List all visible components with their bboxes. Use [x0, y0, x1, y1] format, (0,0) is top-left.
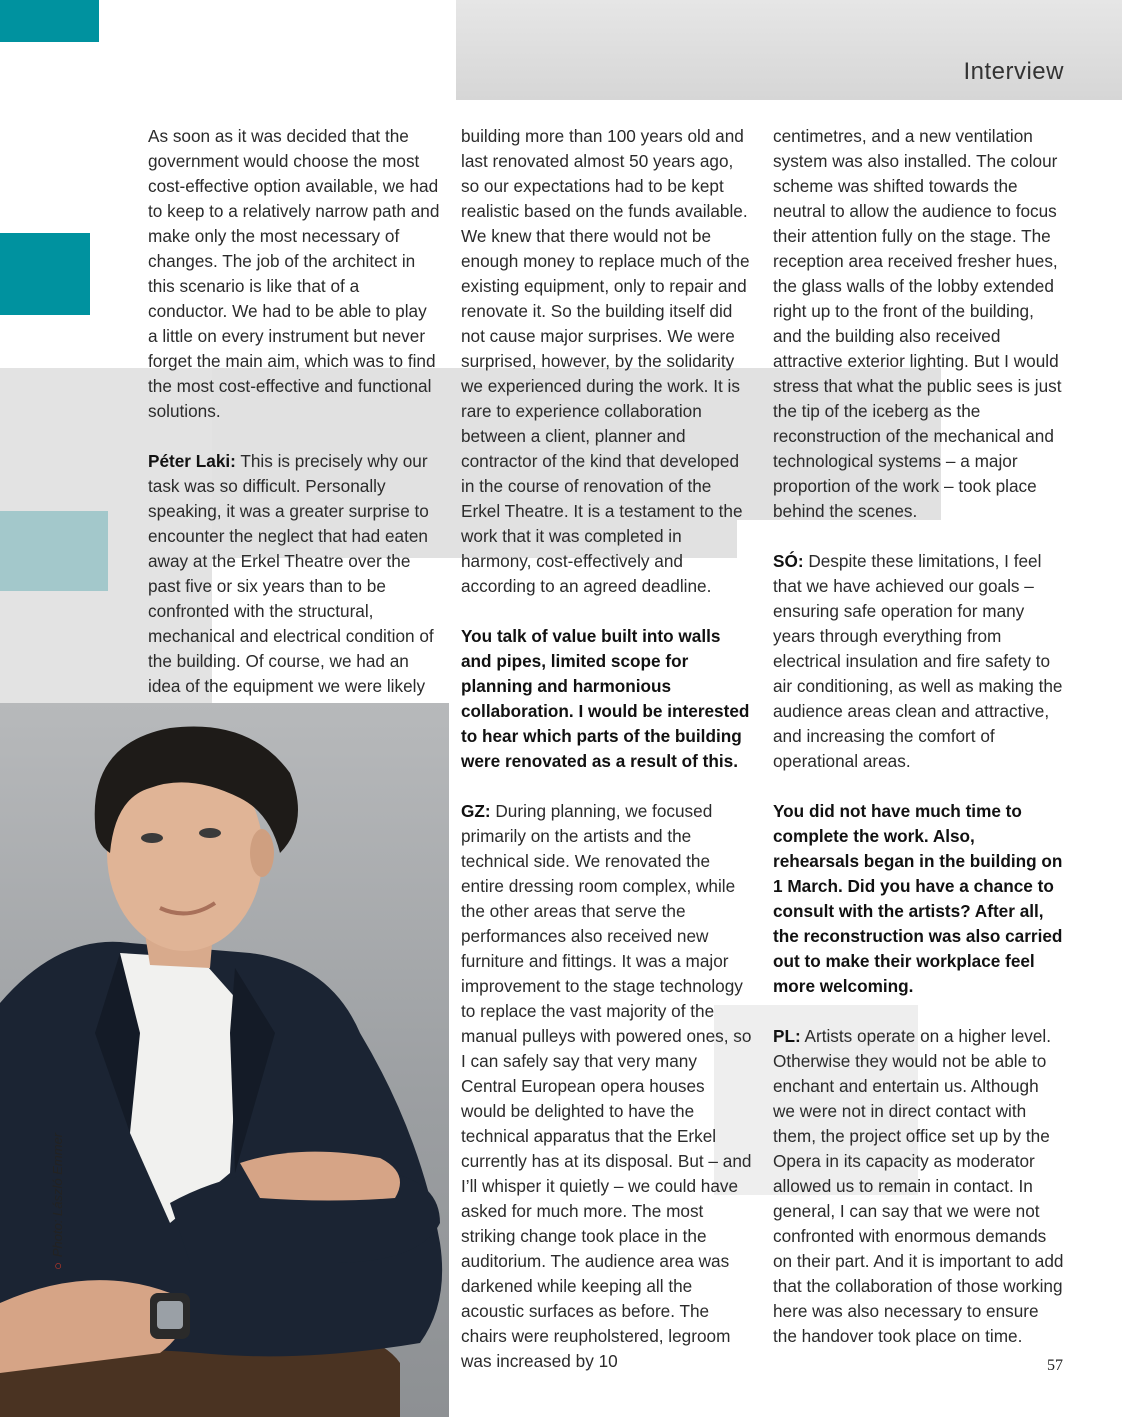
- paragraph: building more than 100 years old and last renovated almost 50 years ago, so our expectations had to be kept realistic based on the funds available. We knew that there would not be enough money to replace much of the existing equipment, only to repair and renovate it. So the building itself did not cause major surprises. We were surprised, however, by the solidarity we experienced during the work. It is rare to experience collaboration between a client, planner and contractor of the kind that developed in the course of renovation of the Erkel Theatre. It is a testament to the work that it was completed in harmony, cost-effectively and according to an agreed deadline.: [461, 126, 750, 596]
- portrait-illustration: [0, 703, 449, 1417]
- paragraph: [148, 449, 440, 724]
- speaker-label: GZ:: [461, 801, 491, 821]
- speaker-label: Péter Laki:: [148, 451, 236, 471]
- portrait-photo: [0, 703, 449, 1417]
- paragraph-text: During planning, we focused primarily on the artists and the technical side. We renovated the entire dressing room complex, while the other areas that serve the performances also received new furniture and fittings. It was a major improvement to the stage technology to replace the vast majority of the manual pulleys with powered ones, so I can safely say that very many Central European opera houses would be delighted to have the technical apparatus that the Erkel currently has at its disposal. But – and I’ll whisper it quietly – we could have asked for much more. The most striking change took place in the auditorium. The audience area was darkened while keeping all the acoustic surfaces as before. The chairs were reupholstered, legroom was increased by 10: [461, 801, 752, 1371]
- interview-question: You talk of value built into walls and pipes, limited scope for planning and harmonious collaboration. I would be interested to hear which parts of the building were renovated as a result of this.: [461, 626, 750, 771]
- paragraph: [773, 1024, 1065, 1349]
- accent-block-top: [0, 0, 99, 42]
- text-column-2: [461, 124, 753, 1374]
- credit-bullet-icon: ○: [50, 1262, 65, 1270]
- speaker-label: SÓ:: [773, 551, 804, 571]
- photo-credit-text: Photo: László Emmer: [50, 1132, 65, 1258]
- paragraph: [773, 549, 1065, 774]
- accent-block-middle: [0, 233, 90, 315]
- interview-question: You did not have much time to complete the work. Also, rehearsals began in the building on 1 March. Did you have a chance to consult with the artists? After all, the reconstruction was also carried out to make their workplace feel more welcoming.: [773, 801, 1063, 996]
- paragraph: [461, 799, 753, 1374]
- paragraph: As soon as it was decided that the government would choose the most cost-effective option available, we had to keep to a relatively narrow path and make only the most necessary of changes. The job of the architect in this scenario is like that of a conductor. We had to be able to play a little on every instrument but never forget the main aim, which was to find the most cost-effective and functional solutions.: [148, 126, 440, 421]
- section-label: Interview: [963, 58, 1064, 85]
- photo-credit: [50, 1133, 65, 1270]
- paragraph-text: Artists operate on a higher level. Otherwise they would not be able to enchant and entertain us. Although we were not in direct contact with them, the project office set up by the Opera in its capacity as moderator allowed us to remain in contact. In general, I can say that we were not confronted with enormous demands on their part. And it is important to add that the collaboration of those working here was also necessary to ensure the handover took place on time.: [773, 1026, 1064, 1346]
- paragraph-text: Despite these limitations, I feel that we have achieved our goals – ensuring safe operation for many years through everything from electrical insulation and fire safety to air conditioning, as well as making the audience areas clean and attractive, and increasing the comfort of operational areas.: [773, 551, 1063, 771]
- text-column-1: [148, 124, 440, 724]
- paragraph-text: This is precisely why our task was so difficult. Personally speaking, it was a greater surprise to encounter the neglect that had eaten away at the Erkel Theatre over the past five or six years than to be confronted with the structural, mechanical and electrical condition of the building. Of course, we had an idea of the equipment we were likely: [148, 451, 434, 696]
- text-column-3: [773, 124, 1065, 1349]
- page-number: 57: [1047, 1357, 1063, 1374]
- paragraph: centimetres, and a new ventilation system was also installed. The colour scheme was shifted towards the neutral to allow the audience to focus their attention fully on the stage. The reception area received fresher hues, the glass walls of the lobby extended right up to the front of the building, and the building also received attractive exterior lighting. But I would stress that what the public sees is just the tip of the iceberg as the reconstruction of the mechanical and technological systems – a major proportion of the work – took place behind the scenes.: [773, 126, 1062, 521]
- speaker-label: PL:: [773, 1026, 801, 1046]
